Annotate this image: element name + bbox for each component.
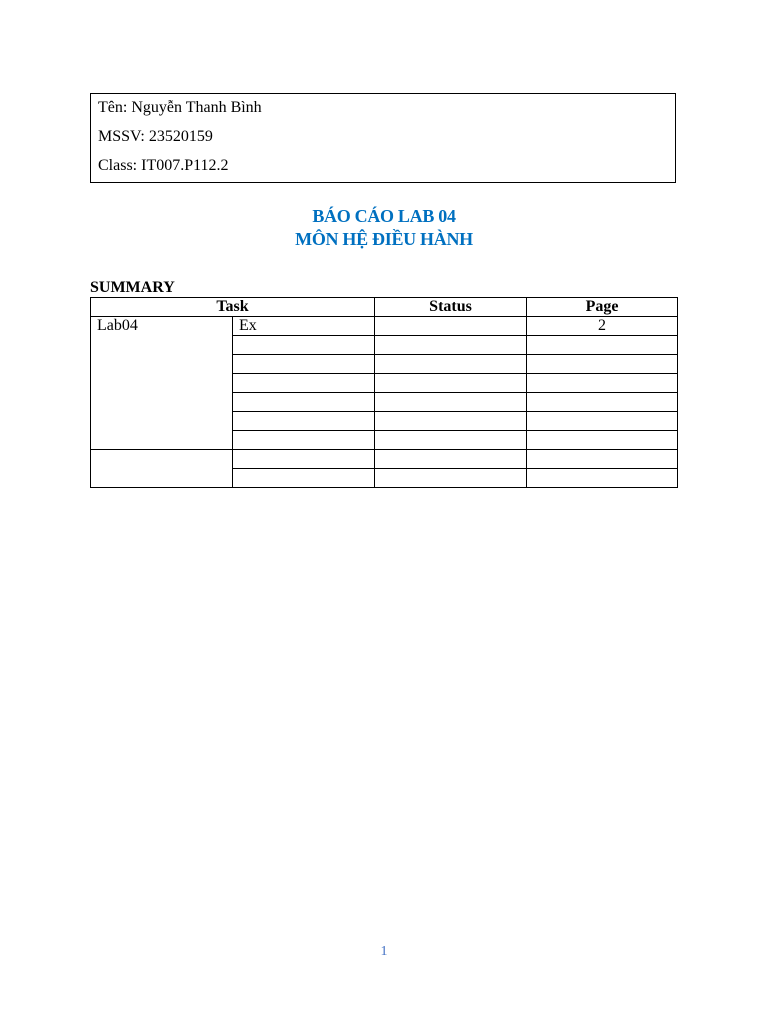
task-cell (233, 431, 375, 450)
page-cell (527, 355, 678, 374)
task-cell (233, 412, 375, 431)
report-subtitle: MÔN HỆ ĐIỀU HÀNH (295, 229, 473, 249)
table-row (91, 450, 678, 469)
task-cell (233, 393, 375, 412)
status-cell (375, 450, 527, 469)
summary-table-body (91, 317, 678, 488)
header-page: Page (527, 298, 678, 317)
summary-heading: SUMMARY (90, 279, 175, 296)
page-number: 1 (380, 944, 388, 959)
status-cell (375, 317, 527, 336)
task-cell (233, 336, 375, 355)
page-cell (527, 412, 678, 431)
page-cell (527, 393, 678, 412)
student-name: Tên: Nguyễn Thanh Bình (98, 99, 262, 116)
student-id: MSSV: 23520159 (98, 128, 213, 145)
page-cell (527, 431, 678, 450)
report-title: BÁO CÁO LAB 04 (312, 206, 456, 226)
page-cell (527, 469, 678, 488)
header-status: Status (375, 298, 527, 317)
summary-table (90, 297, 678, 488)
table-header-row (91, 298, 678, 317)
status-cell (375, 469, 527, 488)
group-name-cell (91, 450, 233, 488)
student-info-box (90, 93, 676, 183)
page-cell (527, 374, 678, 393)
status-cell (375, 336, 527, 355)
page-cell: 2 (527, 317, 678, 336)
task-cell: Ex (233, 317, 375, 336)
task-cell (233, 450, 375, 469)
table-row (91, 317, 678, 336)
page-cell (527, 450, 678, 469)
status-cell (375, 374, 527, 393)
task-cell (233, 469, 375, 488)
task-cell (233, 374, 375, 393)
status-cell (375, 431, 527, 450)
header-task: Task (91, 298, 375, 317)
group-name-cell: Lab04 (91, 317, 233, 450)
status-cell (375, 412, 527, 431)
page-cell (527, 336, 678, 355)
task-cell (233, 355, 375, 374)
student-class: Class: IT007.P112.2 (98, 157, 229, 174)
status-cell (375, 393, 527, 412)
status-cell (375, 355, 527, 374)
